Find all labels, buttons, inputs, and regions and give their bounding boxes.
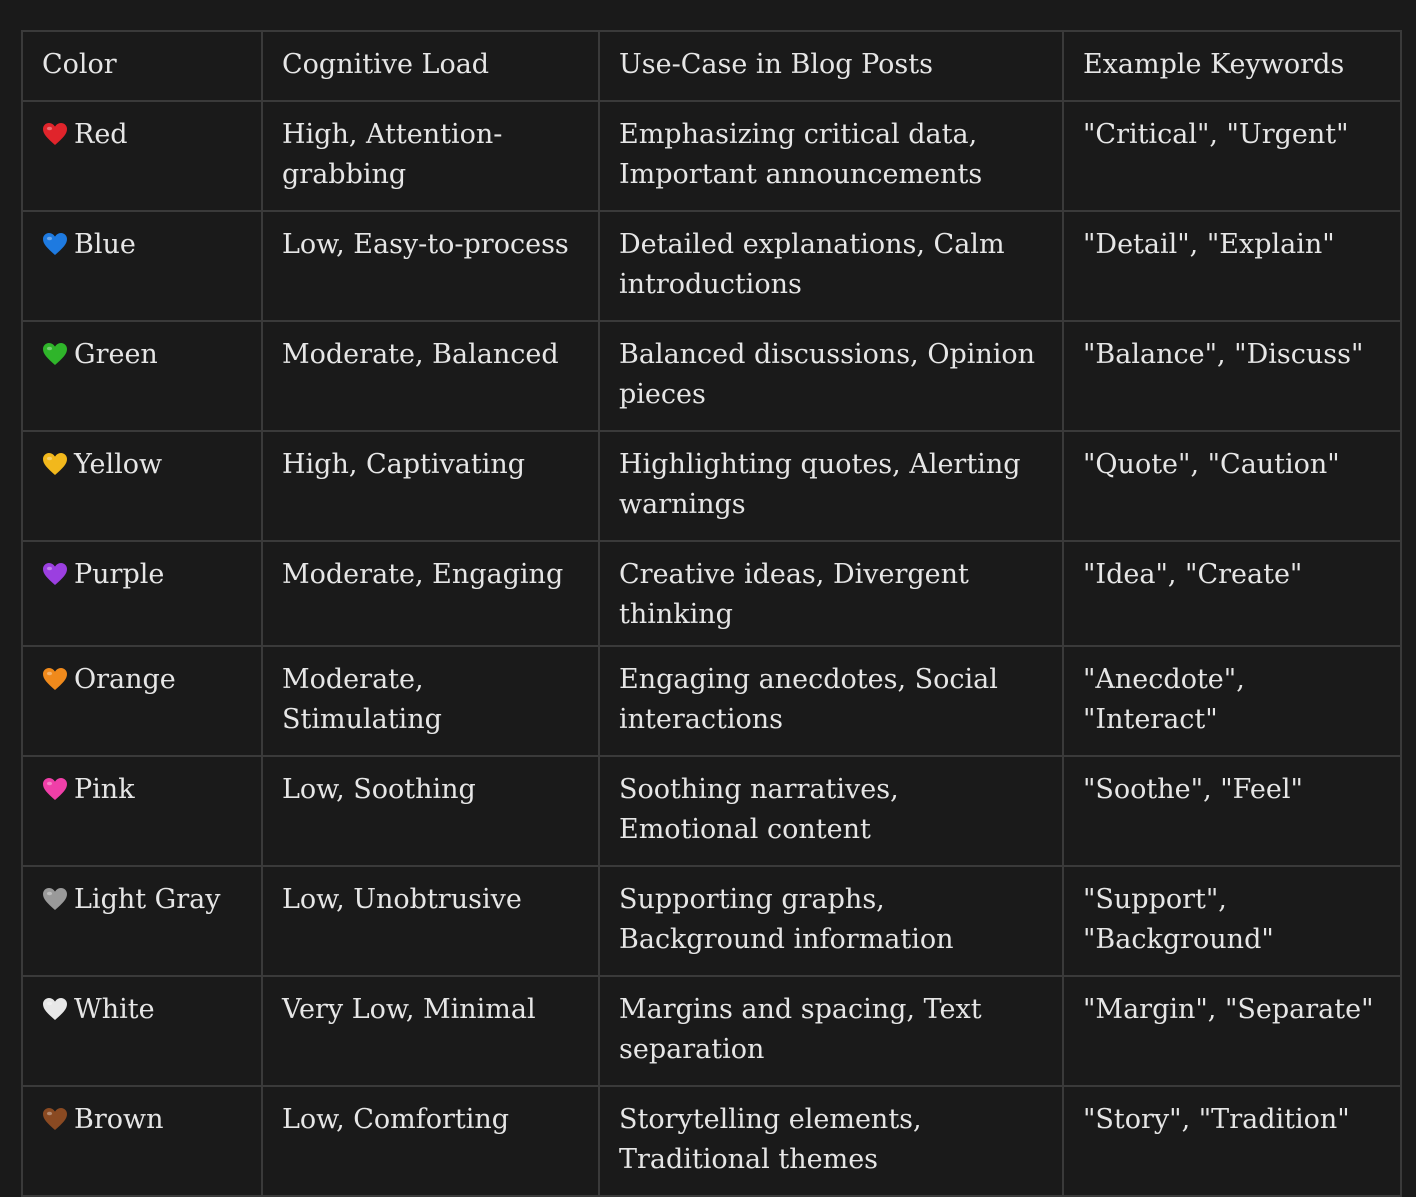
table-row — [22, 756, 1401, 866]
use-case-cell: Storytelling elements, Traditional themes — [599, 1086, 1063, 1196]
table-row — [22, 976, 1401, 1086]
color-cell — [22, 756, 262, 866]
color-name: Brown — [74, 1104, 164, 1135]
use-case-cell: Engaging anecdotes, Social interactions — [599, 646, 1063, 756]
header-cognitive-load: Cognitive Load — [262, 31, 599, 101]
example-keywords-cell: "Anecdote", "Interact" — [1063, 646, 1401, 756]
color-cell — [22, 211, 262, 321]
example-keywords-cell: "Soothe", "Feel" — [1063, 756, 1401, 866]
table-header-row — [22, 31, 1401, 101]
color-name: Pink — [74, 774, 135, 805]
table-row — [22, 866, 1401, 976]
color-name: Yellow — [74, 449, 163, 480]
color-name: Light Gray — [74, 884, 221, 915]
cognitive-load-cell: Low, Soothing — [262, 756, 599, 866]
cognitive-load-cell: Low, Easy-to-process — [262, 211, 599, 321]
example-keywords-cell: "Quote", "Caution" — [1063, 431, 1401, 541]
table-row — [22, 431, 1401, 541]
color-cell — [22, 866, 262, 976]
use-case-cell: Highlighting quotes, Alerting warnings — [599, 431, 1063, 541]
cognitive-load-cell: Moderate, Stimulating — [262, 646, 599, 756]
cognitive-load-cell: High, Attention-grabbing — [262, 101, 599, 211]
table-container — [21, 30, 1402, 1197]
example-keywords-cell: "Critical", "Urgent" — [1063, 101, 1401, 211]
color-cell — [22, 646, 262, 756]
blue-heart-icon — [42, 232, 68, 256]
table-row — [22, 211, 1401, 321]
color-cell — [22, 101, 262, 211]
cognitive-load-cell: Moderate, Balanced — [262, 321, 599, 431]
color-name: Purple — [74, 559, 165, 590]
color-name: Orange — [74, 664, 176, 695]
example-keywords-cell: "Balance", "Discuss" — [1063, 321, 1401, 431]
header-example-keywords: Example Keywords — [1063, 31, 1401, 101]
color-name: Blue — [74, 229, 136, 260]
cognitive-load-cell: Low, Unobtrusive — [262, 866, 599, 976]
table-row — [22, 1086, 1401, 1196]
use-case-cell: Balanced discussions, Opinion pieces — [599, 321, 1063, 431]
table-row — [22, 101, 1401, 211]
example-keywords-cell: "Idea", "Create" — [1063, 541, 1401, 646]
cognitive-load-cell: High, Captivating — [262, 431, 599, 541]
color-cell — [22, 541, 262, 646]
use-case-cell: Creative ideas, Divergent thinking — [599, 541, 1063, 646]
use-case-cell: Soothing narratives, Emotional content — [599, 756, 1063, 866]
gray-heart-icon — [42, 887, 68, 911]
header-color: Color — [22, 31, 262, 101]
color-usage-table — [21, 30, 1402, 1197]
example-keywords-cell: "Story", "Tradition" — [1063, 1086, 1401, 1196]
color-cell — [22, 976, 262, 1086]
cognitive-load-cell: Moderate, Engaging — [262, 541, 599, 646]
cognitive-load-cell: Low, Comforting — [262, 1086, 599, 1196]
color-name: Green — [74, 339, 158, 370]
table-row — [22, 321, 1401, 431]
use-case-cell: Emphasizing critical data, Important announcements — [599, 101, 1063, 211]
color-cell — [22, 321, 262, 431]
example-keywords-cell: "Support", "Background" — [1063, 866, 1401, 976]
white-heart-icon — [42, 997, 68, 1021]
use-case-cell: Margins and spacing, Text separation — [599, 976, 1063, 1086]
green-heart-icon — [42, 342, 68, 366]
yellow-heart-icon — [42, 452, 68, 476]
use-case-cell: Detailed explanations, Calm introductions — [599, 211, 1063, 321]
table-row — [22, 646, 1401, 756]
table-row — [22, 541, 1401, 646]
example-keywords-cell: "Margin", "Separate" — [1063, 976, 1401, 1086]
color-name: Red — [74, 119, 128, 150]
color-cell — [22, 1086, 262, 1196]
purple-heart-icon — [42, 562, 68, 586]
use-case-cell: Supporting graphs, Background information — [599, 866, 1063, 976]
color-cell — [22, 431, 262, 541]
orange-heart-icon — [42, 667, 68, 691]
pink-heart-icon — [42, 777, 68, 801]
brown-heart-icon — [42, 1107, 68, 1131]
header-use-case: Use-Case in Blog Posts — [599, 31, 1063, 101]
cognitive-load-cell: Very Low, Minimal — [262, 976, 599, 1086]
example-keywords-cell: "Detail", "Explain" — [1063, 211, 1401, 321]
color-name: White — [74, 994, 155, 1025]
red-heart-icon — [42, 122, 68, 146]
